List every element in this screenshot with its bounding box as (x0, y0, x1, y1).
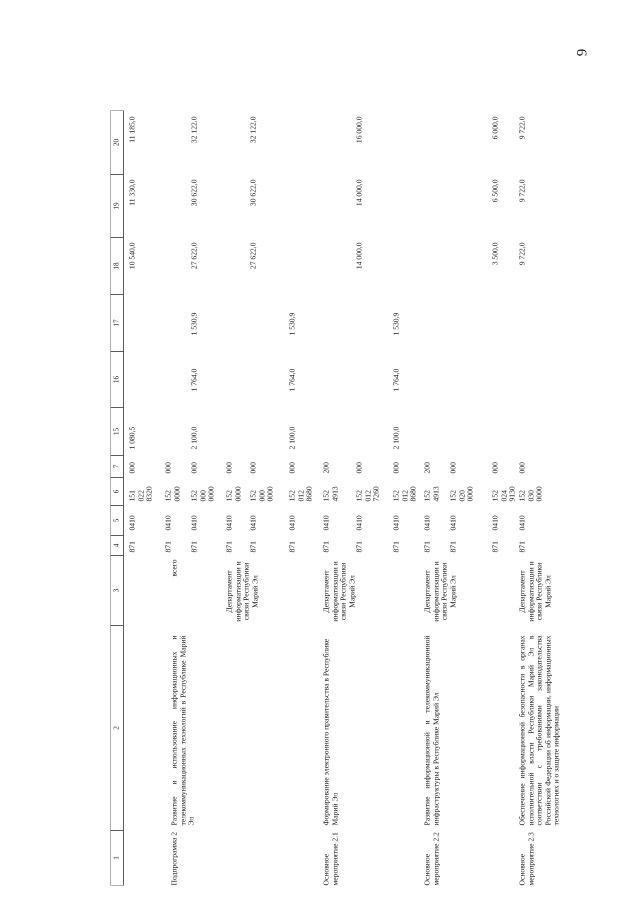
cell-c15: 2 100,0 (287, 426, 296, 449)
cell-c20: 32 122,0 (189, 116, 198, 143)
header-cell: 19 (112, 201, 120, 210)
cell-c4: 871 (127, 540, 136, 552)
cell-c7: 000 (189, 461, 198, 473)
cell-c4: 871 (189, 540, 198, 552)
cell-c7: 200 (321, 461, 330, 473)
row-code: Основное мероприятие 2.1 (321, 831, 339, 885)
cell-c4: 871 (422, 540, 431, 552)
cell-c4: 871 (391, 540, 400, 552)
header-cell: 18 (112, 261, 120, 270)
cell-c4: 871 (448, 540, 457, 552)
cell-c15: 2 100,0 (391, 426, 400, 449)
budget-table (110, 110, 561, 885)
cell-c20: 9 722,0 (517, 116, 526, 139)
cell-responsible: Департамент информатизации и связи Республики Марий Эл (321, 560, 356, 622)
cell-c7: 200 (422, 461, 431, 473)
cell-c15: 1 080,5 (127, 426, 136, 449)
cell-c19: 9 722,0 (517, 179, 526, 202)
cell-c6: 152 020 0000 (448, 485, 475, 501)
cell-c6: 152 024 9130 (490, 485, 517, 501)
header-cell: 7 (112, 464, 120, 468)
cell-c4: 871 (490, 540, 499, 552)
cell-c5: 0410 (490, 514, 499, 530)
cell-c6: 152 012 8680 (287, 485, 314, 501)
cell-c19: 14 000,0 (354, 179, 363, 206)
cell-c6: 152 030 0000 (517, 485, 544, 501)
header-cell: 4 (112, 543, 120, 547)
header-cell: 17 (112, 318, 120, 327)
cell-c4: 871 (163, 540, 172, 552)
row-name: Формирование электронного правительства в Республике Марий Эл (321, 638, 339, 825)
cell-c7: 000 (391, 461, 400, 473)
cell-c7: 000 (163, 461, 172, 473)
header-cell: 3 (112, 588, 120, 592)
cell-responsible: всего (169, 559, 178, 577)
cell-c7: 000 (287, 461, 296, 473)
cell-c5: 0410 (287, 514, 296, 530)
cell-c4: 871 (517, 540, 526, 552)
cell-c6: 152 0000 (163, 485, 181, 501)
cell-c7: 000 (248, 461, 257, 473)
cell-c4: 871 (287, 540, 296, 552)
cell-c6: 152 012 7260 (354, 485, 381, 501)
row-name: Развитие информационной и телекоммуникационной инфраструктуры в Республике Марий Эл (422, 635, 440, 825)
cell-c4: 871 (354, 540, 363, 552)
cell-c18: 9 722,0 (517, 242, 526, 265)
cell-c20: 6 000,0 (490, 116, 499, 139)
cell-c5: 0410 (321, 514, 330, 530)
cell-c7: 000 (448, 461, 457, 473)
cell-c5: 0410 (517, 514, 526, 530)
cell-c17: 1 530,9 (189, 312, 198, 335)
cell-c6: 152 0000 (224, 485, 242, 501)
page-number: 9 (574, 48, 591, 57)
cell-c19: 30 622,0 (189, 179, 198, 206)
header-cell: 15 (112, 427, 120, 435)
cell-c6: 152 4913 (321, 485, 339, 501)
cell-c20: 32 122,0 (248, 116, 257, 143)
cell-c7: 000 (490, 461, 499, 473)
cell-c16: 1 764,0 (391, 368, 400, 391)
header-cell: 16 (112, 375, 120, 383)
header-cell: 2 (112, 725, 120, 730)
row-code: Основное мероприятие 2.2 (422, 831, 440, 885)
cell-c4: 871 (224, 540, 233, 552)
cell-c5: 0410 (127, 514, 136, 530)
header-cell: 20 (112, 138, 120, 146)
cell-c4: 871 (321, 540, 330, 552)
cell-c16: 1 764,0 (189, 368, 198, 391)
cell-c5: 0410 (391, 514, 400, 530)
cell-c20: 16 000,0 (354, 116, 363, 143)
cell-c18: 3 500,0 (490, 242, 499, 265)
cell-c5: 0410 (189, 514, 198, 530)
cell-c5: 0410 (422, 514, 431, 530)
cell-c5: 0410 (224, 514, 233, 530)
cell-c16: 1 764,0 (287, 368, 296, 391)
cell-c7: 000 (224, 461, 233, 473)
cell-c5: 0410 (354, 514, 363, 530)
cell-c7: 000 (517, 461, 526, 473)
cell-c18: 27 622,0 (248, 242, 257, 269)
row-name: Обеспечение информационной безопасности в органах исполнительной власти Республики Марий Эл в соответствии с требованиями законодательства Российской Федерации об информации, информационных технологиях и о защите информации (517, 635, 561, 825)
cell-c5: 0410 (448, 514, 457, 530)
row-code: Основное мероприятие 2.3 (517, 831, 535, 885)
header-cell: 5 (112, 518, 120, 522)
cell-c20: 11 185,0 (127, 116, 136, 143)
cell-c19: 6 500,0 (490, 179, 499, 202)
row-name: Развитие и использование информационных и телекоммуникационных технологий в Республике Марий Эл (169, 635, 196, 825)
cell-c5: 0410 (163, 514, 172, 530)
cell-c6: 152 000 0000 (248, 485, 275, 501)
cell-c17: 1 530,9 (391, 312, 400, 335)
cell-c6: 151 022 8320 (127, 485, 154, 501)
cell-c7: 000 (354, 461, 363, 473)
cell-responsible: Департамент информатизации и связи Республики Марий Эл (224, 560, 259, 622)
header-cell: 1 (112, 855, 120, 860)
cell-c7: 000 (127, 461, 136, 473)
cell-c17: 1 530,9 (287, 312, 296, 335)
row-code: Подпрограмма 2 (169, 831, 178, 885)
cell-c19: 11 330,0 (127, 179, 136, 206)
cell-responsible: Департамент информатизации и связи Республики Марий Эл (517, 560, 552, 622)
cell-c19: 30 622,0 (248, 179, 257, 206)
cell-responsible: Департамент информатизации и связи Республики Марий Эл (422, 560, 457, 622)
cell-c6: 152 012 8680 (391, 485, 418, 501)
cell-c5: 0410 (248, 514, 257, 530)
cell-c15: 2 100,0 (189, 426, 198, 449)
cell-c6: 152 000 0000 (189, 485, 216, 501)
cell-c18: 27 622,0 (189, 242, 198, 269)
cell-c18: 14 000,0 (354, 242, 363, 269)
cell-c4: 871 (248, 540, 257, 552)
cell-c6: 152 4913 (422, 485, 440, 501)
cell-c18: 10 540,0 (127, 242, 136, 269)
header-cell: 6 (112, 489, 120, 493)
